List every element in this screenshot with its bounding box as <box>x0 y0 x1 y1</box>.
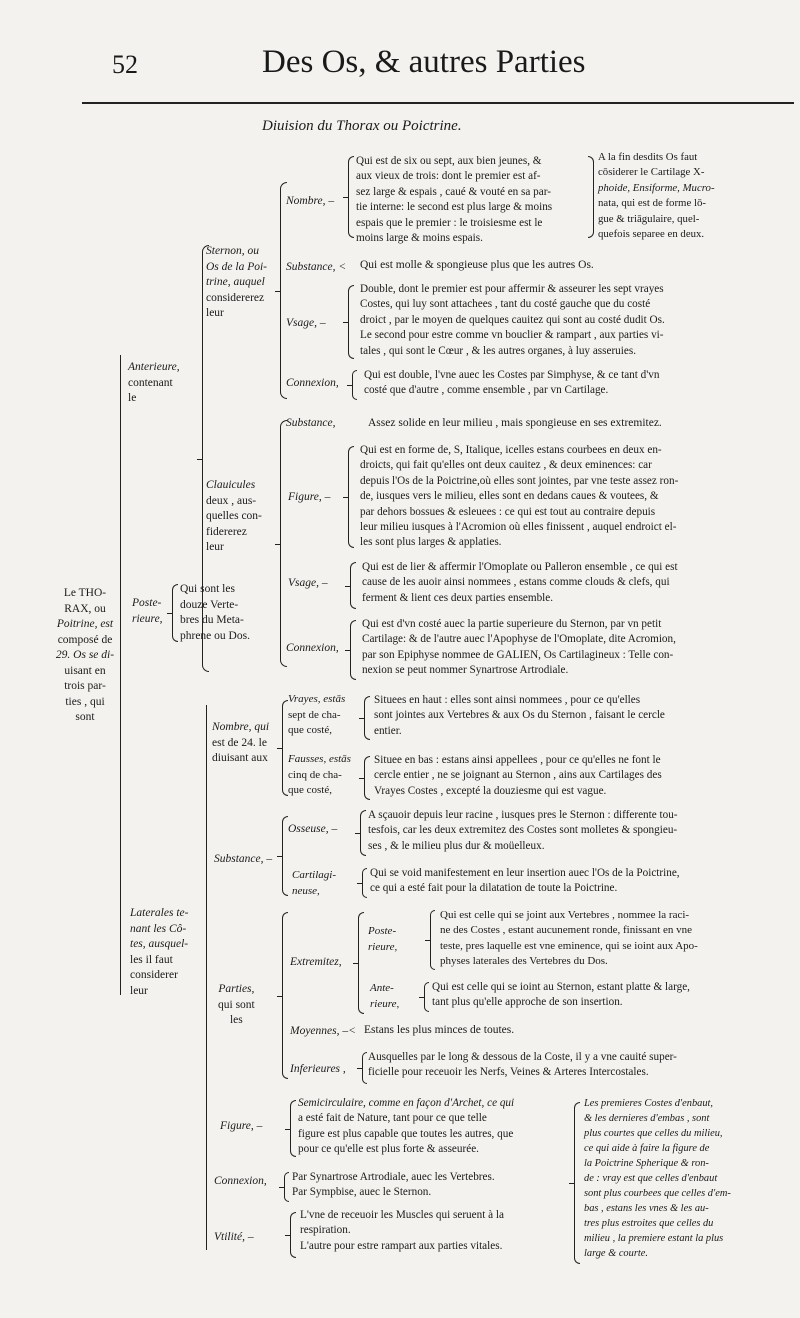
clavicules-connexion-brace <box>350 620 356 680</box>
vrayes-label: Vrayes, estās sept de cha- que costé, <box>288 693 346 736</box>
clavicules-usage-label: Vsage, – <box>288 577 328 589</box>
laterales-nombre-label: Nombre, qui est de 24. le diuisant aux <box>212 721 270 764</box>
osseuse-brace <box>360 810 366 856</box>
osseuse-text: A sçauoir depuis leur racine , iusques pres le Sternon : differente tou- tesfois, car les deux extremitez des Costes sont molletes & spongieu- ses , & le milieu plus dur & moüelleux. <box>368 809 678 852</box>
ext-posterieure-text: Qui est celle qui se joint aux Vertebres , nommee la raci- ne des Costes , estant aucunement ronde, finissant en vne teste, pres laquelle est vne eminence, qui se ioint aux Apo- physes laterales des Vertebres du Dos. <box>440 909 698 968</box>
clavicules-figure-label: Figure, – <box>288 491 331 503</box>
sternon-nombre-note: A la fin desdits Os faut cōsiderer le Cartilage X- phoide, Ensiforme, Mucro- nata, qui est de forme lō- gue & triāgulaire, quel- quefois separee en deux. <box>598 151 715 241</box>
sternon-nombre-label: Nombre, – <box>286 195 335 207</box>
running-title: Des Os, & autres Parties <box>262 44 586 80</box>
inferieures-label: Inferieures , <box>290 1063 346 1075</box>
laterales-brace <box>206 705 207 1250</box>
side-note-brace <box>574 1102 580 1264</box>
root-label: Le THO- RAX, ou Poitrine, est composé de 29. Os se di- uisant en trois par- ties , qui sont <box>55 587 115 723</box>
parties-brace <box>282 912 288 1079</box>
inferieures-brace <box>362 1052 367 1084</box>
clavicules-figure-text: Qui est en forme de, S, Italique, icelles estans courbees en deux en- droicts, qui fait qu'elles ont deux cauitez , & deux eminences: car depuis l'Os de la Poictrine,où elles sont jointes, par vne teste assez ron- de, iusques vers le milieu, elles sont en dedans caues & voutees, & par dehors bossues & esleuees : ce qui est tout au contraire depuis leur milieu iusques à l'Acromion où elles finissent , auquel endroict el- les sont plus larges & applaties. <box>360 444 679 549</box>
laterales-figure-label: Figure, – <box>220 1120 263 1132</box>
clavicules-usage-brace <box>350 562 356 609</box>
division-subtitle: Diuision du Thorax ou Poictrine. <box>262 118 462 134</box>
extremitez-label: Extremitez, <box>290 956 342 968</box>
laterales-connexion-label: Connexion, <box>214 1175 267 1187</box>
vrayes-text: Situees en haut : elles sont ainsi nommees , pour ce qu'elles sont jointes aux Vertebres & aux Os du Sternon , faisant le cercle entier. <box>374 694 665 737</box>
parties-label: Parties, qui sont les <box>218 983 255 1026</box>
moyennes-text: Estans les plus minces de toutes. <box>364 1024 515 1036</box>
laterales-connexion-brace <box>284 1172 289 1202</box>
cartilag-text: Qui se void manifestement en leur insertion auec l'Os de la Poictrine, ce qui a esté fait pour la dilatation de toute la Poictrine. <box>370 867 680 895</box>
vrayes-brace <box>364 696 370 740</box>
fausses-text: Situee en bas : estans ainsi appellees , pour ce qu'elles ne font le cercle entier , ne se joignant au Sternon , ains aux Cartilages des Vrayes Costes , excepté la douziesme qui est vague. <box>374 754 662 797</box>
sternon-brace <box>280 182 287 399</box>
header-rule <box>82 102 794 104</box>
fausses-label: Fausses, estās cinq de cha- que costé, <box>288 753 351 796</box>
sternon-connexion-brace <box>352 370 357 400</box>
side-note: Les premieres Costes d'enbaut, & les dernieres d'embas , sont plus courtes que celles du milieu, ce qui aide à faire la figure de la Poictrine Spherique & ron- de : vray est que celles d'enbaut sont plus courbees que celles d'em- bas , estans les vnes & les au- tres plus estroites que celles du milieu , la premiere estant la plus large & courte. <box>584 1098 731 1259</box>
laterales-connexion-text: Par Synartrose Artrodiale, auec les Vertebres. Par Sympbise, auec le Sternon. <box>292 1171 495 1199</box>
ext-posterieure-label: Poste- rieure, <box>368 925 398 953</box>
sternon-substance-text: Qui est molle & spongieuse plus que les autres Os. <box>360 259 594 271</box>
sternon-nombre-text: Qui est de six ou sept, aux bien jeunes, & aux vieux de trois: dont le premier est af- sez large & espais , caué & vouté en sa par- tie interne: le second est plus large & moins espais que le premier : le troisiesme est le moins large & moins espais. <box>356 155 553 245</box>
root-brace <box>120 355 121 995</box>
cartilag-brace <box>362 868 367 898</box>
sternon-connexion-label: Connexion, <box>286 377 339 389</box>
extremitez-brace <box>358 912 364 1014</box>
posterieure-text: Qui sont les douze Verte- bres du Meta- phrene ou Dos. <box>180 583 250 642</box>
anterieure-label: Anterieure, contenant le <box>128 361 180 404</box>
ext-posterieure-brace <box>430 910 435 970</box>
clavicules-connexion-label: Connexion, <box>286 642 339 654</box>
laterales-figure-brace <box>290 1100 296 1157</box>
clavicules-brace <box>280 420 287 667</box>
ext-anterieure-brace <box>424 982 429 1012</box>
clavicules-figure-brace <box>348 446 354 548</box>
sternon-substance-label: Substance, < <box>286 261 347 273</box>
laterales-substance-label: Substance, – <box>214 853 273 865</box>
laterales-label: Laterales te- nant les Cô- tes, ausquel- les il faut considerer leur <box>130 907 189 997</box>
page-number: 52 <box>112 50 138 79</box>
clavicules-label: Clauicules deux , aus- quelles con- fidererez leur <box>206 479 262 553</box>
sternon-label: Sternon, ou Os de la Poi- trine, auquel considererez leur <box>206 245 268 319</box>
fausses-brace <box>364 756 370 800</box>
sternon-nombre-brace <box>348 156 354 238</box>
laterales-figure-text: Semicirculaire, comme en façon d'Archet, ce qui a esté fait de Nature, tant pour ce que telle figure est plus capable que toutes les autres, que pour ce qu'elle est plus forte & asseurée. <box>298 1097 515 1156</box>
sternon-usage-brace <box>348 285 354 359</box>
ext-anterieure-text: Qui est celle qui se ioint au Sternon, estant platte & large, tant plus qu'elle approche de son insertion. <box>432 981 690 1009</box>
osseuse-label: Osseuse, – <box>288 823 338 835</box>
laterales-utilite-text: L'vne de receuoir les Muscles qui seruent à la respiration. L'autre pour estre rampart aux parties vitales. <box>300 1209 504 1252</box>
clavicules-connexion-text: Qui est d'vn costé auec la partie superieure du Sternon, par vn petit Cartilage: & de l'autre auec l'Apophyse de l'Omoplate, dite Acromion, par son Epiphyse nommee de GALIEN, Os Cartilagineux : Telle con- nexion se peut nommer Synartrose Artrodiale. <box>362 618 676 677</box>
sternon-usage-text: Double, dont le premier est pour affermir & asseurer les sept vrayes Costes, qui luy sont attachees , tant du costé gauche que du costé droict , par le moyen de quelques cauitez qui sont au costé dudit Os. Le second pour estre comme vn bouclier & rampart , aux parties vi- tales , qui sont le Cœur , & les autres organes, à luy asseruies. <box>360 283 665 357</box>
posterieure-label: Poste- rieure, <box>132 597 163 625</box>
laterales-utilite-label: Vtilité, – <box>214 1231 254 1243</box>
moyennes-label: Moyennes, –< <box>290 1025 356 1037</box>
clavicules-substance-label: Substance, <box>286 417 336 429</box>
laterales-utilite-brace <box>290 1212 296 1258</box>
sternon-nombre-rbrace <box>588 156 594 238</box>
posterieure-brace <box>172 584 178 642</box>
inferieures-text: Ausquelles par le long & dessous de la Coste, il y a vne cauité super- ficielle pour receuoir les Nerfs, Veines & Arteres Intercostales. <box>368 1051 677 1079</box>
clavicules-substance-text: Assez solide en leur milieu , mais spongieuse en ses extremitez. <box>368 417 662 429</box>
sternon-connexion-text: Qui est double, l'vne auec les Costes par Simphyse, & ce tant d'vn costé que d'autre , comme ensemble , par vn Cartilage. <box>364 369 660 397</box>
ext-anterieure-label: Ante- rieure, <box>370 982 400 1010</box>
cartilag-label: Cartilagi- neuse, <box>292 869 337 897</box>
sternon-usage-label: Vsage, – <box>286 317 326 329</box>
clavicules-usage-text: Qui est de lier & affermir l'Omoplate ou Palleron ensemble , ce qui est cause de les auoir ainsi nommees , estans comme clouds & clefs, qui ferment & lient ces deux parties ensemble. <box>362 561 678 604</box>
